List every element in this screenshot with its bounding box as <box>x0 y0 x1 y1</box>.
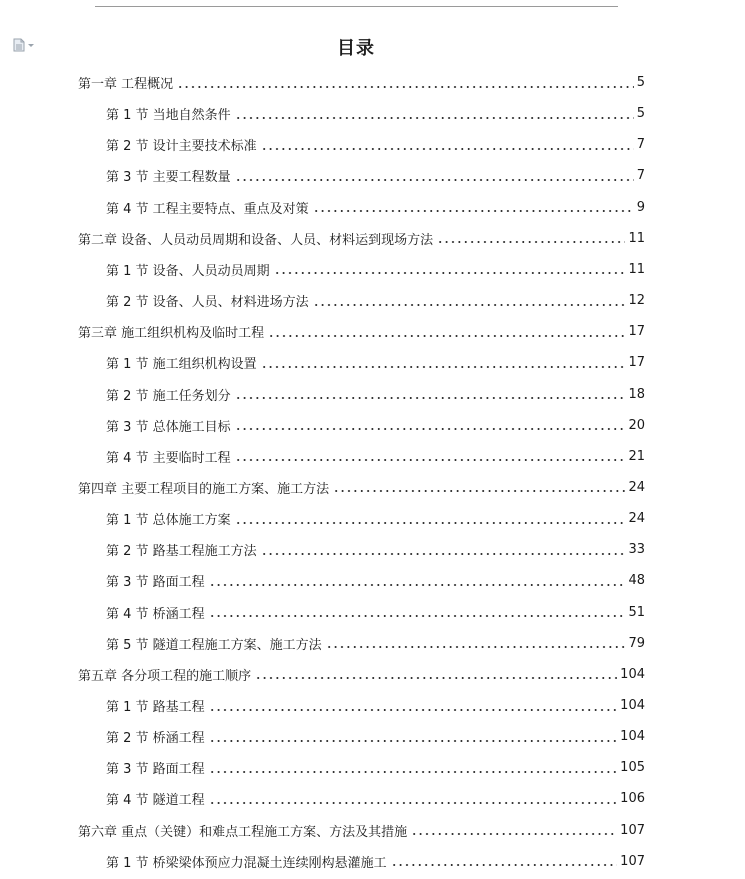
toc-page-number: 11 <box>628 230 645 246</box>
toc-page-number: 5 <box>636 106 645 122</box>
toc-page-number: 17 <box>628 324 645 340</box>
toc-page-number: 105 <box>620 760 645 776</box>
toc-entry-label: 第 1 节 施工组织机构设置 <box>106 357 257 373</box>
toc-page-number: 107 <box>620 822 645 838</box>
toc-leader-dots <box>209 574 626 588</box>
toc-leader-dots <box>235 107 634 121</box>
toc-entry-label: 第 2 节 施工任务划分 <box>106 388 231 404</box>
toc-page-number: 12 <box>628 293 645 309</box>
toc-page-number: 48 <box>628 573 645 589</box>
toc-section-entry[interactable] <box>106 783 645 814</box>
toc-chapter-entry[interactable] <box>78 659 645 690</box>
toc-section-entry[interactable] <box>106 752 645 783</box>
toc-page-number: 20 <box>628 417 645 433</box>
toc-chapter-entry[interactable] <box>78 316 645 347</box>
toc-leader-dots <box>391 854 618 868</box>
toc-entry-label: 第五章 各分项工程的施工顺序 <box>78 668 252 684</box>
toc-leader-dots <box>411 823 617 837</box>
toc-leader-dots <box>261 356 626 370</box>
page-title: 目录 <box>337 38 375 59</box>
toc-entry-label: 第二章 设备、人员动员周期和设备、人员、材料运到现场方法 <box>78 232 434 248</box>
toc-page-number: 7 <box>636 168 645 184</box>
toc-section-entry[interactable] <box>106 721 645 752</box>
toc-chapter-entry[interactable] <box>78 815 645 846</box>
toc-page-number: 104 <box>620 698 645 713</box>
toc-page-number: 24 <box>628 511 645 527</box>
toc-leader-dots <box>268 325 625 339</box>
toc-entry-label: 第 3 节 总体施工目标 <box>106 419 231 435</box>
toc-entry-label: 第 2 节 路基工程施工方法 <box>106 544 257 560</box>
toc-section-entry[interactable] <box>106 347 645 378</box>
toc-chapter-entry[interactable] <box>78 472 645 503</box>
toc-leader-dots <box>209 761 618 775</box>
toc-entry-label: 第 5 节 隧道工程施工方案、施工方法 <box>106 637 322 653</box>
toc-leader-dots <box>235 449 626 463</box>
toc-section-entry[interactable] <box>106 285 645 316</box>
toc-leader-dots <box>313 294 626 308</box>
toc-entry-label: 第四章 主要工程项目的施工方案、施工方法 <box>78 481 330 497</box>
toc-leader-dots <box>235 512 626 526</box>
toc-section-entry[interactable] <box>106 379 645 410</box>
toc-section-entry[interactable] <box>106 597 645 628</box>
toc-leader-dots <box>209 605 626 619</box>
toc-leader-dots <box>333 480 625 494</box>
toc-section-entry[interactable] <box>106 503 645 534</box>
toc-page-number: 9 <box>636 199 645 215</box>
toc-leader-dots <box>235 418 626 432</box>
toc-entry-label: 第 4 节 工程主要特点、重点及对策 <box>106 201 309 217</box>
toc-leader-dots <box>177 76 634 90</box>
toc-section-entry[interactable] <box>106 254 645 285</box>
toc-section-entry[interactable] <box>106 410 645 441</box>
toc-page-number: 51 <box>628 604 645 620</box>
toc-chapter-entry[interactable] <box>78 67 645 98</box>
toc-page-number: 21 <box>628 448 645 464</box>
toc-leader-dots <box>235 169 634 183</box>
toc-page-number: 104 <box>620 729 645 745</box>
toc-leader-dots <box>235 387 626 401</box>
toc-page-number: 18 <box>628 386 645 402</box>
toc-section-entry[interactable] <box>106 441 645 472</box>
toc-page-number: 104 <box>620 666 645 682</box>
toc-leader-dots <box>326 636 626 650</box>
toc-leader-dots <box>437 231 625 245</box>
toc-page-number: 24 <box>628 479 645 495</box>
toc-page-number: 5 <box>636 75 645 90</box>
toc-leader-dots <box>261 543 626 557</box>
toc-entry-label: 第 1 节 桥梁梁体预应力混凝土连续刚构悬灌施工 <box>106 855 387 871</box>
toc-section-entry[interactable] <box>106 628 645 659</box>
toc-section-entry[interactable] <box>106 98 645 129</box>
toc-entry-label: 第 2 节 设计主要技术标准 <box>106 139 257 155</box>
toc-section-entry[interactable] <box>106 534 645 565</box>
toc-page-number: 79 <box>628 635 645 651</box>
toc-page-number: 106 <box>620 791 645 807</box>
toc-entry-label: 第 4 节 桥涵工程 <box>106 606 205 622</box>
toc-entry-label: 第 3 节 路面工程 <box>106 762 205 778</box>
toc-section-entry[interactable] <box>106 192 645 223</box>
toc-chapter-entry[interactable] <box>78 223 645 254</box>
toc-entry-label: 第 4 节 主要临时工程 <box>106 450 231 466</box>
toc-entry-label: 第 3 节 主要工程数量 <box>106 170 231 186</box>
toc-page-number: 33 <box>628 542 645 558</box>
toc-entry-label: 第 2 节 桥涵工程 <box>106 731 205 747</box>
toc-leader-dots <box>209 699 618 713</box>
toc-leader-dots <box>274 262 626 276</box>
toc-leader-dots <box>261 138 634 152</box>
toc-leader-dots <box>209 730 618 744</box>
toc-section-entry[interactable] <box>106 690 645 721</box>
toc-entry-label: 第 3 节 路面工程 <box>106 575 205 591</box>
toc-entry-label: 第 4 节 隧道工程 <box>106 793 205 809</box>
toc-entry-label: 第六章 重点（关键）和难点工程施工方案、方法及其措施 <box>78 824 408 840</box>
toc-page-number: 17 <box>628 355 645 371</box>
toc-entry-label: 第 1 节 路基工程 <box>106 700 205 715</box>
toc-page-number: 11 <box>628 261 645 277</box>
toc-entry-label: 第三章 施工组织机构及临时工程 <box>78 326 265 342</box>
toc-page-number: 107 <box>620 853 645 869</box>
page-top-border <box>95 6 618 7</box>
toc-entry-label: 第一章 工程概况 <box>78 77 174 92</box>
toc-section-entry[interactable] <box>106 846 645 877</box>
toc-section-entry[interactable] <box>106 160 645 191</box>
toc-entry-label: 第 1 节 总体施工方案 <box>106 513 231 529</box>
toc-entry-label: 第 2 节 设备、人员、材料进场方法 <box>106 295 309 311</box>
toc-leader-dots <box>209 792 618 806</box>
toc-section-entry[interactable] <box>106 129 645 160</box>
toc-page-number: 7 <box>636 137 645 153</box>
toc-section-entry[interactable] <box>106 565 645 596</box>
toc-leader-dots <box>313 200 634 214</box>
toc-leader-dots <box>255 667 617 681</box>
toc-entry-label: 第 1 节 当地自然条件 <box>106 108 231 124</box>
toc-entry-label: 第 1 节 设备、人员动员周期 <box>106 263 270 279</box>
